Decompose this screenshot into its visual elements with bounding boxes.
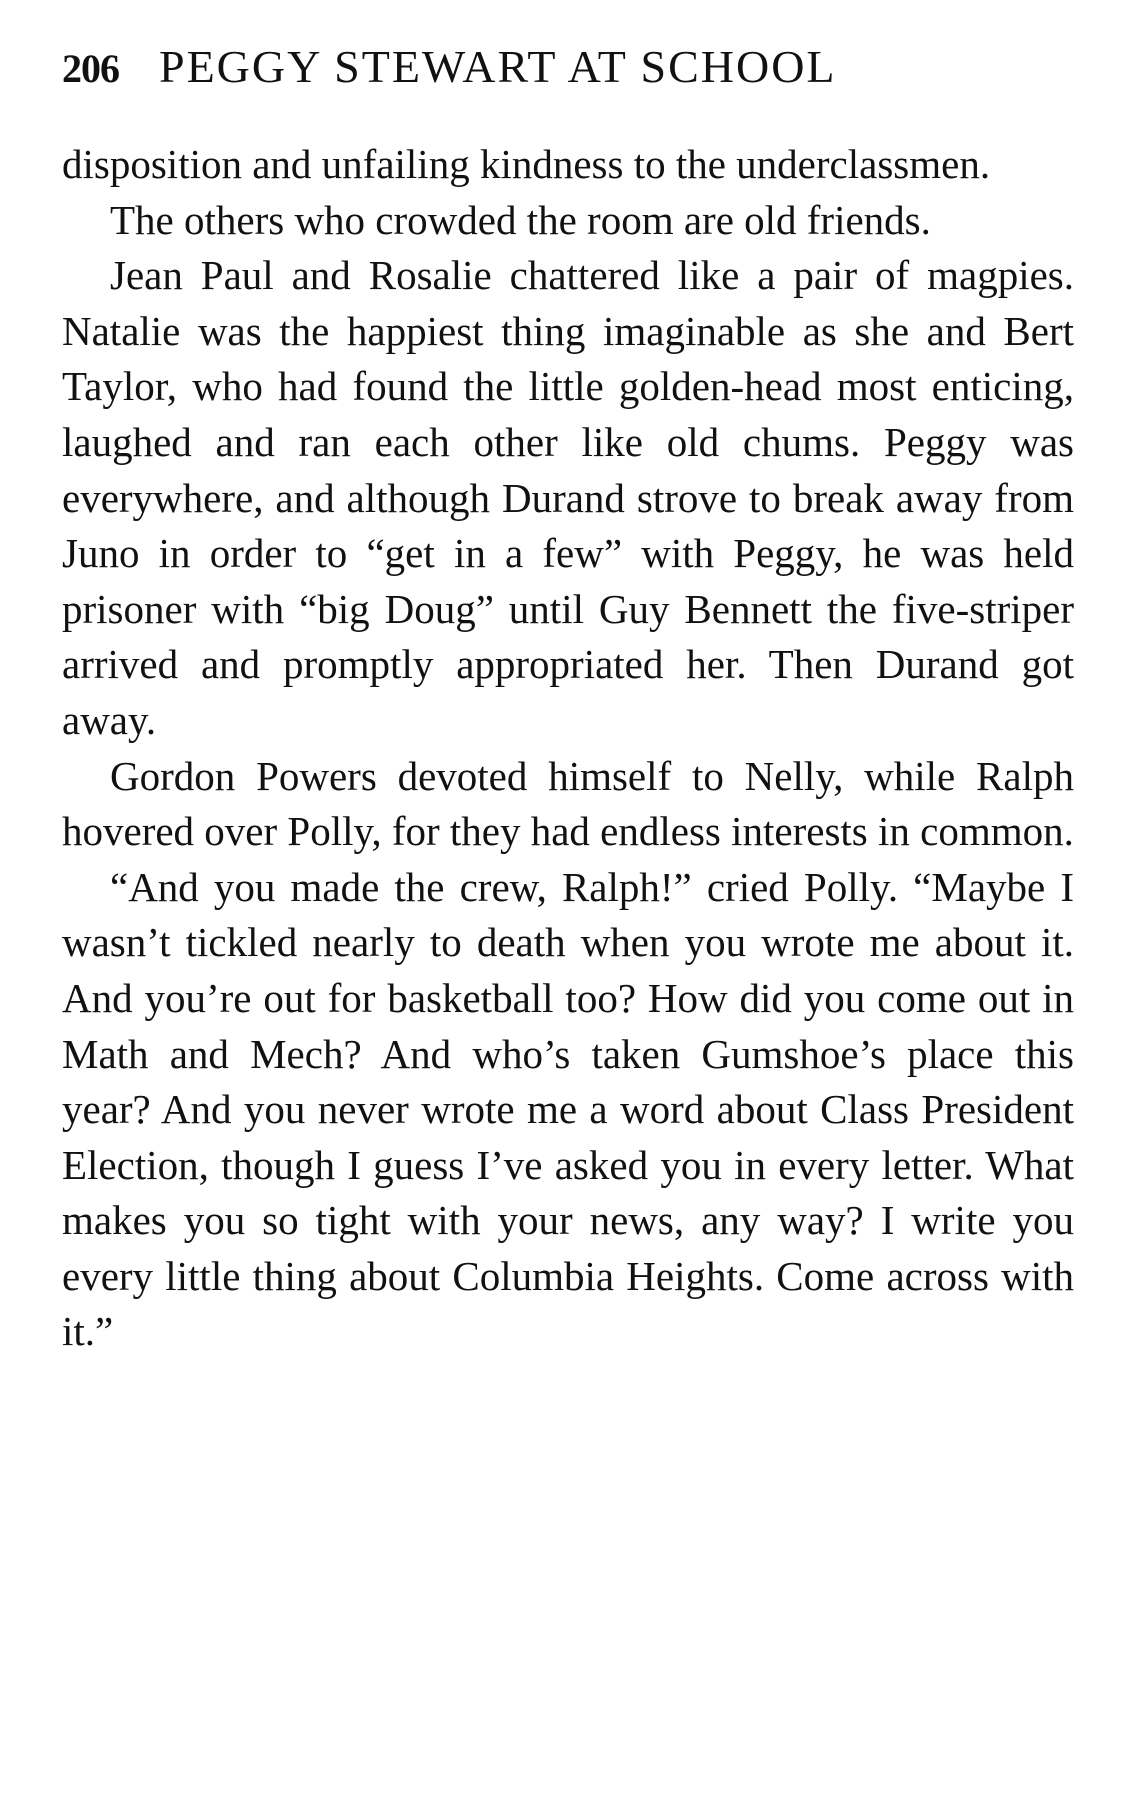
paragraph: The others who crowded the room are old friends. (110, 196, 931, 243)
book-title: PEGGY STEWART AT SCHOOL (159, 41, 837, 92)
body-text (62, 137, 1074, 1360)
paragraph-continuation: disposition and unfailing kindness to the underclassmen. (62, 141, 991, 187)
running-head (62, 40, 1072, 110)
page-number: 206 (62, 46, 119, 91)
paragraph: Gordon Powers devoted himself to Nelly, while Ralph hovered over Polly, for they had endless interests in common. (62, 752, 1074, 855)
paragraph: “And you made the crew, Ralph!” cried Polly. “Maybe I wasn’t tickled nearly to death when you wrote me about it. And you’re out for basketball too? How did you come out in Math and Mech? And who’s taken Gumshoe’s place this year? And you never wrote me a word about Class President Election, though I guess I’ve asked you in every letter. What makes you so tight with your news, any way? I write you every little thing about Columbia Heights. Come across with it.” (62, 863, 1074, 1355)
paragraph: Jean Paul and Rosalie chattered like a pair of magpies. Natalie was the happiest thing imaginable as she and Bert Taylor, who had found the little golden-head most enticing, laughed and ran each other like old chums. Peggy was everywhere, and although Durand strove to break away from Juno in order to “get in a few” with Peggy, he was held prisoner with “big Doug” until Guy Bennett the five-striper arrived and promptly appropriated her. Then Durand got away. (62, 252, 1074, 743)
